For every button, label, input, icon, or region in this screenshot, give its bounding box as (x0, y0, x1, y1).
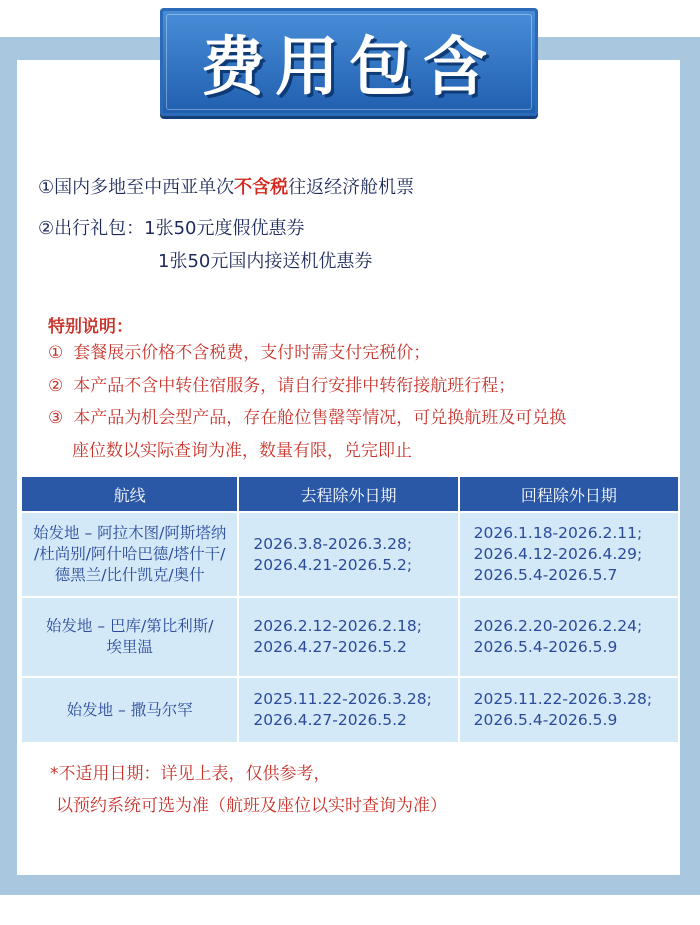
footer-note-line-2: 以预约系统可选为准（航班及座位以实时查询为准） (56, 796, 447, 816)
special-notes-title: 特别说明： (48, 317, 133, 337)
include-item-1-highlight: 不含税 (234, 177, 289, 198)
header-route: 航线 (22, 477, 237, 511)
date-range: 2026.5.4-2026.5.7 (473, 566, 618, 584)
outbound-dates-cell (239, 513, 457, 596)
route-exclusion-table (20, 475, 680, 744)
return-dates-cell (460, 678, 678, 742)
route-line: 德黑兰/比什凯克/奥什 (54, 566, 205, 584)
title-banner (160, 8, 538, 116)
return-dates-cell (460, 598, 678, 676)
date-range: 2026.2.20-2026.2.24; (473, 617, 643, 635)
special-note-3-continued: 座位数以实际查询为准，数量有限，兑完即止 (72, 441, 412, 461)
note-number: ③ (48, 408, 64, 428)
route-line: 埃里温 (106, 638, 153, 656)
date-range: 2026.2.12-2026.2.18; (253, 617, 422, 635)
route-line: 始发地 – 阿拉木图/阿斯塔纳 (33, 524, 227, 542)
date-range: 2026.4.27-2026.5.2 (253, 638, 407, 656)
header-return: 回程除外日期 (460, 477, 678, 511)
route-cell (22, 513, 237, 596)
outbound-dates-cell (239, 598, 457, 676)
note-number: ① (48, 343, 64, 363)
route-cell (22, 678, 237, 742)
special-note-2 (48, 374, 515, 398)
date-range: 2026.3.8-2026.3.28; (253, 534, 413, 553)
table-row (22, 598, 678, 676)
return-dates-cell (460, 513, 678, 596)
include-item-2-line2: 1张50元国内接送机优惠券 (158, 251, 373, 272)
include-item-2 (38, 217, 305, 241)
route-line: 始发地 – 撒马尔罕 (66, 700, 193, 719)
special-note-3 (48, 406, 566, 430)
route-cell (22, 598, 237, 676)
include-item-1-suffix: 往返经济舱机票 (288, 177, 415, 198)
table-row (22, 513, 678, 596)
route-line: 始发地 – 巴库/第比利斯/ (45, 617, 214, 635)
date-range: 2026.1.18-2026.2.11; (473, 524, 643, 542)
include-item-1-prefix: ①国内多地至中西亚单次 (38, 177, 235, 198)
include-item-1 (38, 176, 414, 200)
include-item-2-label: ②出行礼包： (38, 218, 145, 239)
date-range: 2026.5.4-2026.5.9 (473, 638, 618, 656)
special-note-1 (48, 341, 430, 365)
route-line: /杜尚别/阿什哈巴德/塔什干/ (33, 545, 226, 563)
note-text: 套餐展示价格不含税费，支付时需支付完税价； (73, 343, 431, 363)
date-range: 2025.11.22-2026.3.28; (473, 690, 653, 708)
date-range: 2026.5.4-2026.5.9 (473, 711, 618, 729)
date-range: 2026.4.21-2026.5.2; (253, 555, 413, 574)
note-text: 本产品为机会型产品，存在舱位售罄等情况，可兑换航班及可兑换 (73, 408, 567, 428)
outbound-dates-cell (239, 678, 457, 742)
table-header-row (22, 477, 678, 511)
note-text: 本产品不含中转住宿服务，请自行安排中转衔接航班行程； (73, 376, 516, 396)
date-range: 2025.11.22-2026.3.28; (253, 690, 432, 708)
page-title: 费用包含 (201, 31, 497, 105)
include-item-2-line1: 1张50元度假优惠券 (144, 218, 305, 239)
table-row (22, 678, 678, 742)
date-range: 2026.4.12-2026.4.29; (473, 545, 643, 563)
header-outbound: 去程除外日期 (239, 477, 457, 511)
footer-note-line-1: *不适用日期：详见上表，仅供参考， (50, 764, 331, 784)
note-number: ② (48, 376, 64, 396)
date-range: 2026.4.27-2026.5.2 (253, 711, 407, 729)
